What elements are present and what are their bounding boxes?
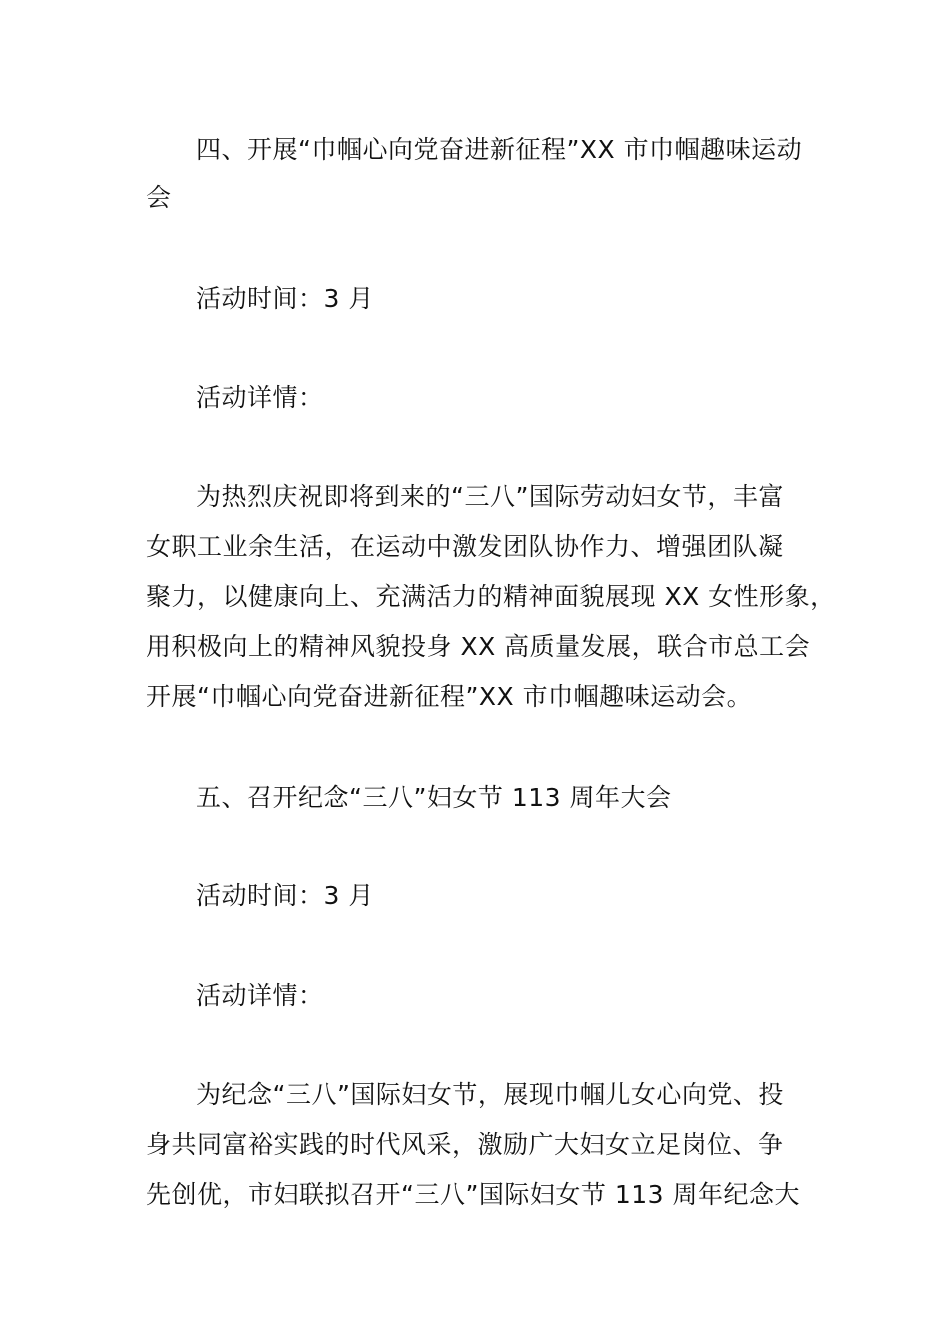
section5-body-line-2: 身共同富裕实践的时代风采，激励广大妇女立足岗位、争 bbox=[146, 1130, 784, 1159]
section5-heading: 五、召开纪念“三八”妇女节 113 周年大会 bbox=[196, 783, 672, 812]
section4-body-line-1: 为热烈庆祝即将到来的“三八”国际劳动妇女节，丰富 bbox=[196, 482, 784, 511]
section4-body-line-4: 用积极向上的精神风貌投身 XX 高质量发展，联合市总工会 bbox=[146, 632, 811, 661]
section4-heading-line-2: 会 bbox=[146, 183, 172, 212]
section5-activity-time: 活动时间：3 月 bbox=[196, 881, 374, 910]
section5-body-line-1: 为纪念“三八”国际妇女节，展现巾帼儿女心向党、投 bbox=[196, 1080, 784, 1109]
section4-body-line-5: 开展“巾帼心向党奋进新征程”XX 市巾帼趣味运动会。 bbox=[146, 682, 753, 711]
section4-body-line-3: 聚力，以健康向上、充满活力的精神面貌展现 XX 女性形象， bbox=[146, 582, 836, 611]
section4-heading-line-1: 四、开展“巾帼心向党奋进新征程”XX 市巾帼趣味运动 bbox=[196, 135, 803, 164]
section5-body-line-3: 先创优，市妇联拟召开“三八”国际妇女节 113 周年纪念大 bbox=[146, 1180, 801, 1209]
section4-details-label: 活动详情： bbox=[196, 383, 324, 412]
section4-body-line-2: 女职工业余生活，在运动中激发团队协作力、增强团队凝 bbox=[146, 532, 784, 561]
section4-activity-time: 活动时间：3 月 bbox=[196, 284, 374, 313]
section5-details-label: 活动详情： bbox=[196, 981, 324, 1010]
